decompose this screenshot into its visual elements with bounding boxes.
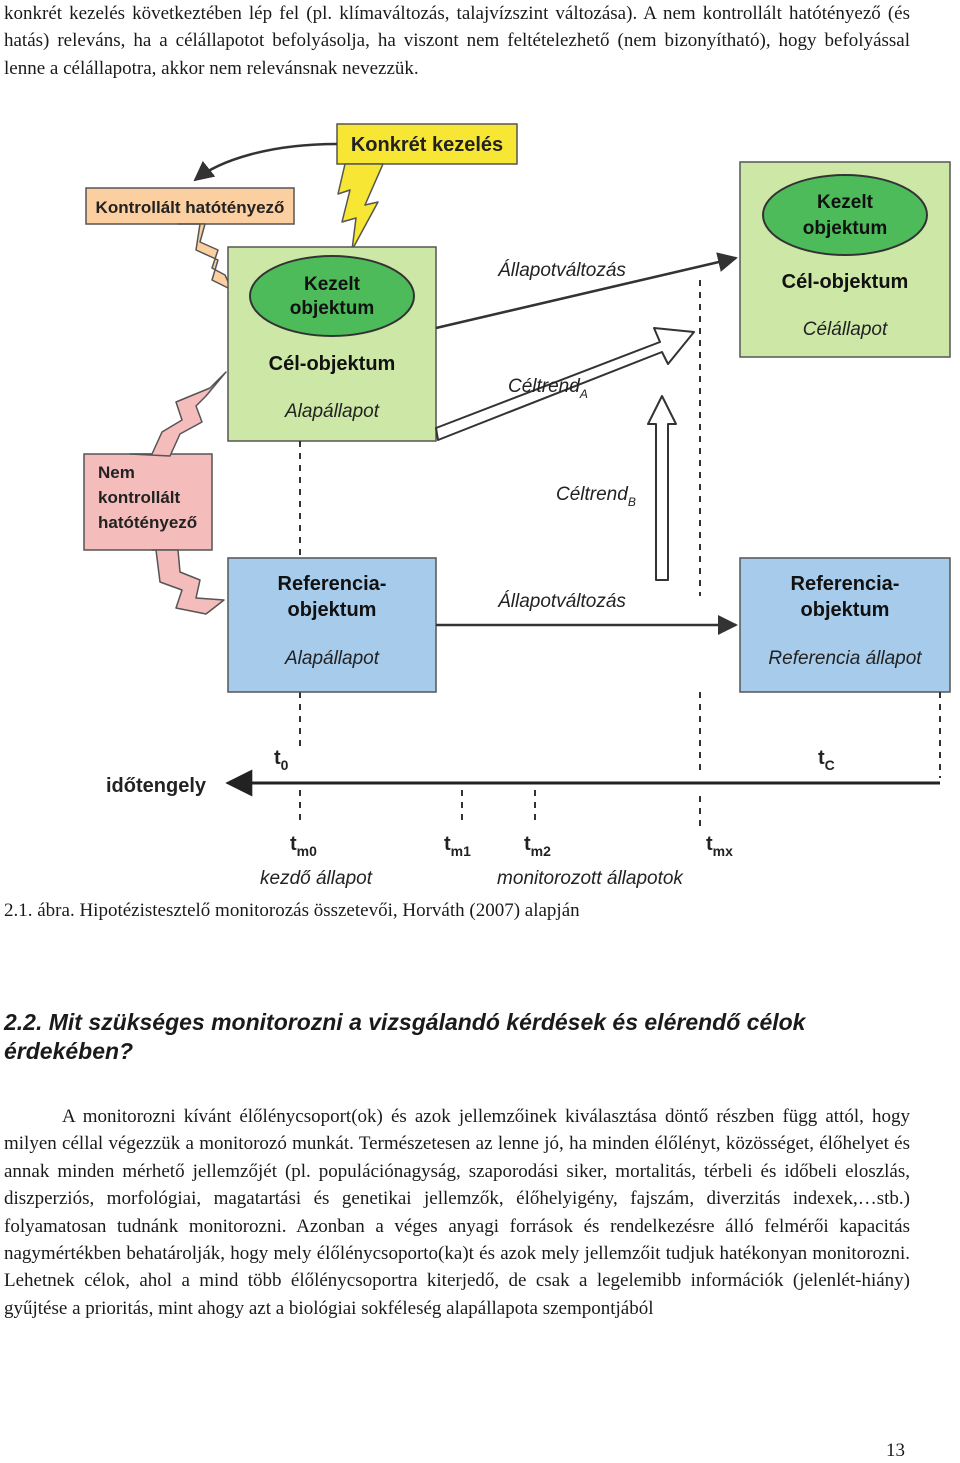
- top-allapotvaltozas-label: Állapotváltozás: [498, 260, 626, 281]
- left-ref-title-line1: Referencia-: [277, 573, 387, 595]
- nem-kontrollalt-line1: Nem: [98, 463, 135, 482]
- konkret-kezeles-label: Konkrét kezelés: [350, 134, 504, 156]
- lightning-bolt-orange-icon: [178, 224, 232, 290]
- section-heading: 2.2. Mit szükséges monitorozni a vizsgálandó kérdések és elérendő célok érdekében?: [4, 1009, 806, 1064]
- tm1-label: $t_{m1}$: [444, 833, 471, 859]
- left-target-state: Alapállapot: [284, 401, 380, 422]
- nem-kontrollalt-line2: kontrollált: [98, 488, 181, 507]
- body-paragraph: A monitorozni kívánt élőlénycsoport(ok) és azok jellemzőinek kiválasztása döntő részben függ attól, hogy milyen céllal végezzük a monitorozó munkát. Természetesen az lenne jó, ha minden élőlényt, közösséget, élőhelyet és annak minden mérhető jellemzőjét (pl. populációnagyság, szaporodási siker, mortalitás, térbeli és időbeli eloszlás, diszperziós, morfológiai, magatartási és genetikai jellemzők, élőhelyigény, fajszám, diverzitás indexek,…stb.) folyamatosan tudnánk monitorozni. Azonban a véges anyagi források és rendelkezésre álló felmérői kapacitás nagymértékben behatárolják, hogy mely élőlénycsoporto(ka)t és azok mely jellemzőit tudjuk hatékonyan monitorozni. Lehetnek célok, ahol a mind több élőlénycsoportra kiterjedő, de csak a legelemibb információk (jelenlét-hiány) gyűjtése a prioritás, mint ahogy azt a biológiai sokféleség alapállapota szempontjából: [4, 1106, 910, 1319]
- tm2-label: $t_{m2}$: [524, 833, 551, 859]
- right-target-title: Cél-objektum: [781, 271, 909, 293]
- kezdo-allapot-label: kezdő állapot: [260, 868, 372, 889]
- kontrollalt-label: Kontrollált hatótényező: [95, 198, 285, 217]
- left-ellipse-line1: Kezelt: [304, 274, 360, 295]
- right-ellipse-line1: Kezelt: [817, 192, 873, 213]
- bottom-allapotvaltozas-label: Állapotváltozás: [498, 591, 626, 612]
- right-target-state: Célállapot: [802, 319, 888, 340]
- right-kezelt-ellipse: [763, 175, 927, 255]
- monitorozott-allapotok-label: monitorozott állapotok: [497, 868, 683, 889]
- right-ref-state: Referencia állapot: [768, 648, 922, 669]
- left-ref-state: Alapállapot: [284, 648, 380, 669]
- figure-caption: 2.1. ábra. Hipotézistesztelő monitorozás összetevői, Horváth (2007) alapján: [4, 900, 580, 921]
- lightning-bolt-pink-upper-icon: [130, 372, 226, 456]
- right-ref-title-line1: Referencia-: [790, 573, 900, 595]
- tc-label: $t_C$: [818, 747, 835, 773]
- lightning-bolt-pink-lower-icon: [152, 550, 224, 614]
- celtrend-b-label: Céltrend$_B$: [556, 484, 636, 509]
- left-target-title: Cél-objektum: [268, 353, 396, 375]
- celtrend-b-arrow: [648, 396, 676, 580]
- nem-kontrollalt-line3: hatótényező: [98, 513, 198, 532]
- tm0-label: $t_{m0}$: [290, 833, 317, 859]
- right-ellipse-line2: objektum: [802, 218, 888, 239]
- page-number: 13: [886, 1440, 905, 1461]
- right-ref-title-line2: objektum: [800, 599, 890, 621]
- kezeles-to-kontrollalt-arrow: [195, 144, 337, 180]
- hypothesis-monitoring-diagram: [0, 110, 960, 900]
- time-axis-label: időtengely: [106, 775, 207, 797]
- tmx-label: $t_{mx}$: [706, 833, 733, 859]
- left-ellipse-line2: objektum: [289, 298, 375, 319]
- left-kezelt-ellipse: [250, 256, 414, 336]
- lightning-bolt-yellow-icon: [338, 164, 383, 250]
- celtrend-a-label: Céltrend$_A$: [508, 376, 588, 401]
- left-ref-title-line2: objektum: [287, 599, 377, 621]
- intro-paragraph: konkrét kezelés következtében lép fel (pl. klímaváltozás, talajvízszint változása). A nem kontrollált hatótényező (és hatás) releváns, ha a célállapotot befolyásolja, ha viszont nem feltételezhető (nem bizonyítható), hogy befolyással lenne a célállapotra, akkor nem relevánsnak nevezzük.: [4, 3, 910, 79]
- t0-label: $t_0$: [274, 747, 289, 773]
